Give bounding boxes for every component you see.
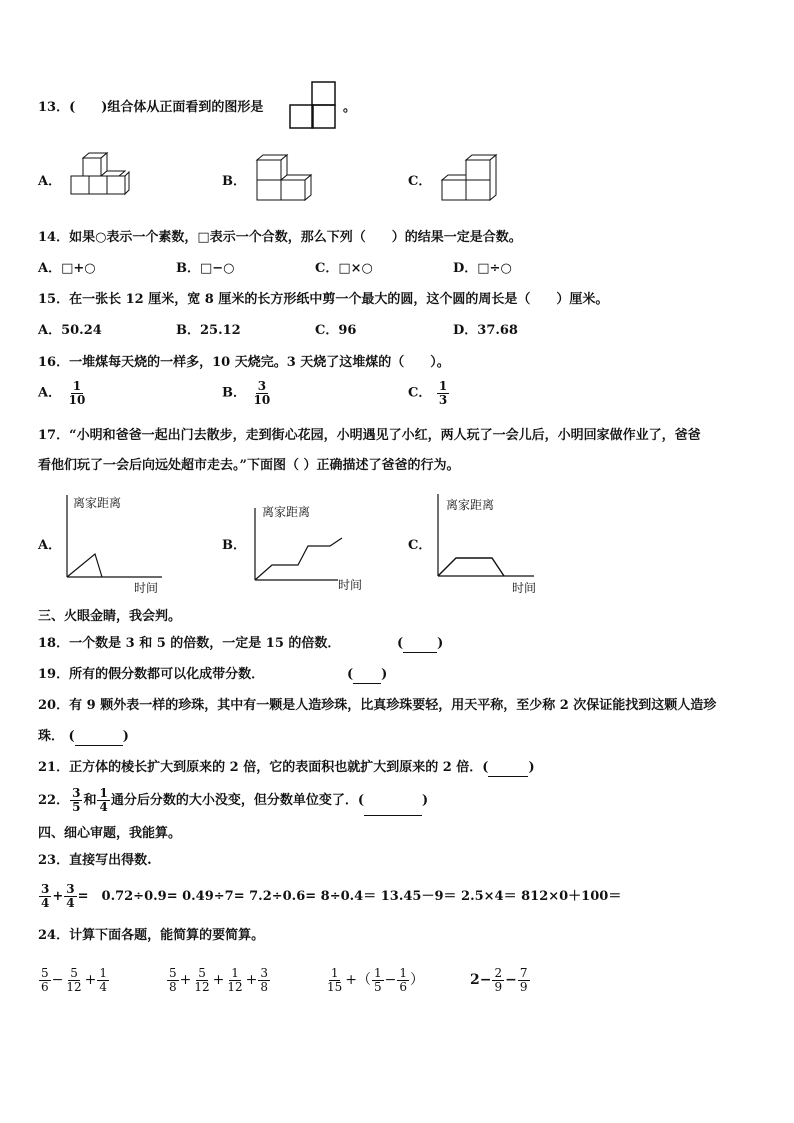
q13-stem: 13．( )组合体从正面看到的图形是 [38,100,264,115]
q13-period: 。 [343,100,357,115]
numerator: 1 [99,965,108,980]
operator: 2− [470,972,492,988]
operator: − [505,972,517,988]
numerator: 5 [41,965,49,980]
q23-fraction-1 [39,883,51,910]
q23-text: 23．直接写出得数. [38,853,152,868]
numerator: 3 [41,882,50,896]
fraction [258,967,270,994]
denominator: 3 [438,393,448,407]
numerator: 1 [99,786,108,800]
q21-text [38,760,535,777]
q23-plus: + [52,889,64,904]
denominator: 8 [169,979,177,994]
q16-text: 16．一堆煤每天烧的一样多，10 天烧完。3 天烧了这堆煤的（ ）。 [38,355,450,370]
q21-stem: 21．正方体的棱长扩大到原来的 2 倍，它的表面积也就扩大到原来的 2 倍． [38,760,483,775]
q21-answer-blank[interactable]: ( ) [482,760,535,775]
denominator: 12 [194,979,210,994]
numerator: 3 [72,786,81,800]
q15-option-c: C．96 [315,323,357,338]
q13-option-a-label: A． [38,174,62,189]
q22-text [38,787,428,816]
section-4-heading: 四、细心审题，我能算。 [38,826,182,841]
q17-graph-c-xlabel: 时间 [512,581,537,595]
q17-line1: 17．“小明和爸爸一起出门去散步，走到街心花园，小明遇见了小红，两人玩了一会儿后，小明回家做作业了，爸爸 [38,428,701,443]
q24-expression-2 [166,960,271,1000]
operator: + [179,972,192,988]
denominator: 9 [494,979,503,994]
q16-option-a-label: A． [38,385,62,401]
numerator: 1 [374,965,382,980]
section-3-heading: 三、火眼金睛，我会判。 [38,609,182,624]
q22-answer-blank[interactable]: ( ) [358,793,428,808]
q18-answer-blank[interactable]: ( ) [397,636,444,651]
q17-option-c-label: C． [408,538,432,553]
operator: − [384,972,397,988]
denominator: 5 [374,979,382,994]
q22-prefix: 22． [38,793,70,808]
denominator: 9 [519,979,528,994]
q13-front-view-figure [289,81,339,131]
denominator: 6 [399,979,408,994]
numerator: 1 [438,379,448,393]
q24-text: 24．计算下面各题，能简算的要简算。 [38,928,265,943]
q17-option-b-label: B． [222,538,246,553]
q16-option-c [408,380,450,407]
q15-option-d: D．37.68 [453,323,518,338]
denominator: 4 [99,800,108,814]
q14-option-c: C．□×○ [315,261,373,276]
q14-option-a: A．□+○ [38,261,96,276]
q17-graph-c-ylabel: 离家距离 [446,498,495,512]
operator: +（ [345,972,372,988]
q17-graph-a-ylabel: 离家距离 [73,496,122,510]
denominator: 10 [253,393,271,407]
numerator: 1 [399,965,408,980]
numerator: 1 [72,379,82,393]
q13-option-c-label: C． [408,174,432,189]
q15-option-b: B．25.12 [176,323,241,338]
q24-expression-4 [470,960,531,1000]
denominator: 15 [327,979,343,994]
numerator: 1 [330,965,339,980]
fraction [225,967,244,994]
denominator: 4 [41,896,50,910]
q23-rest: = 0.72÷0.9= 0.49÷7= 7.2÷0.6= 8÷0.4＝ 13.45－9＝ 2.5×4＝ 812×0＋100＝ [77,889,622,904]
denominator: 5 [72,800,81,814]
q16-option-a-fraction [67,380,88,407]
numerator: 7 [519,965,528,980]
q14-option-b: B．□−○ [176,261,235,276]
denominator: 10 [68,393,86,407]
fraction [39,967,51,994]
numerator: 5 [70,965,78,980]
denominator: 12 [227,979,243,994]
q15-text: 15．在一张长 12 厘米，宽 8 厘米的长方形纸中剪一个最大的圆，这个圆的周长是（ ）厘米。 [38,292,609,307]
q20-line2 [38,729,129,746]
numerator: 3 [66,882,75,896]
fraction [64,967,83,994]
q18-text: 18．一个数是 3 和 5 的倍数，一定是 15 的倍数． [38,636,341,651]
q13-option-c-cubes [440,154,500,206]
q14-text: 14．如果○表示一个素数，□表示一个合数，那么下列（ ）的结果一定是合数。 [38,230,522,245]
q16-option-c-label: C． [408,385,432,401]
denominator: 8 [260,979,269,994]
q16-option-b [222,380,273,407]
operator: + [212,972,225,988]
fraction [372,967,384,994]
denominator: 4 [99,979,108,994]
q13-option-b-label: B． [222,174,246,189]
q16-option-c-fraction [437,380,449,407]
q16-option-a [38,380,88,407]
q20-line2-text: 珠． [38,729,65,744]
q19-text: 19．所有的假分数都可以化成带分数． [38,667,265,682]
q22-and: 和 [83,793,97,808]
q14-option-d: D．□÷○ [453,261,512,276]
denominator: 4 [66,896,75,910]
q23-fraction-2 [64,883,76,910]
operator: − [51,972,64,988]
q13-text [38,100,263,116]
q17-graph-b-ylabel: 离家距离 [262,505,311,519]
operator: + [84,972,97,988]
fraction [192,967,211,994]
fraction [97,967,109,994]
q22-suffix: 通分后分数的大小没变，但分数单位变了． [110,793,358,808]
q22-fraction-2 [97,787,109,814]
q17-graph-b-xlabel: 时间 [338,578,363,592]
q16-option-b-fraction [252,380,273,407]
q13-option-b-cubes [256,154,318,206]
numerator: 5 [198,965,206,980]
denominator: 12 [66,979,82,994]
numerator: 3 [257,379,267,393]
denominator: 6 [41,979,49,994]
q23-problems [38,881,621,913]
q19-answer-blank[interactable]: ( ) [347,667,388,682]
q20-answer-blank[interactable]: ( ) [68,729,129,744]
q13-option-a-cubes [70,152,130,207]
numerator: 5 [169,965,177,980]
q17-line2: 看他们玩了一会后向远处超市走去。”下面图（ ）正确描述了爸爸的行为。 [38,458,460,473]
q15-option-a: A．50.24 [38,323,102,338]
fraction [492,967,504,994]
q17-option-a-label: A． [38,538,62,553]
q24-expression-3 [324,960,424,1000]
fraction [167,967,179,994]
operator: + [245,972,258,988]
q20-line1: 20．有 9 颗外表一样的珍珠，其中有一颗是人造珍珠，比真珍珠要轻，用天平称，至少称 2 次保证能找到这颗人造珍 [38,698,717,713]
q17-graph-a-xlabel: 时间 [134,581,159,595]
operator: ） [410,972,425,988]
fraction [397,967,409,994]
fraction [518,967,530,994]
q22-fraction-1 [70,787,82,814]
q16-option-b-label: B． [222,385,246,401]
numerator: 1 [231,965,239,980]
numerator: 2 [494,965,503,980]
numerator: 3 [260,965,269,980]
fraction [325,967,344,994]
q24-expression-1 [38,960,110,1000]
